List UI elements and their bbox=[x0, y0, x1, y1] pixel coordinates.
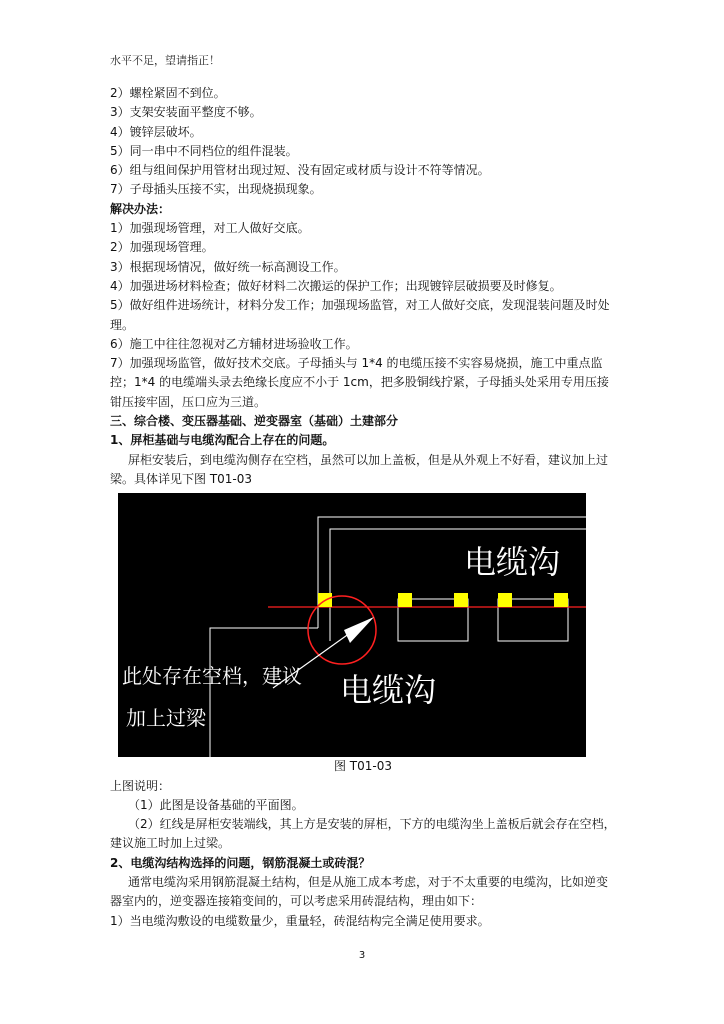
paragraph: 屏柜安装后，到电缆沟侧存在空档，虽然可以加上盖板，但是从外观上不好看，建议加上过梁。具体详见下图 T01-03 bbox=[110, 452, 609, 486]
list-item: 5）做好组件进场统计，材料分发工作；加强现场监管，对工人做好交底，发现混装问题及时处理。 bbox=[110, 298, 610, 332]
list-item: 4）加强进场材料检查；做好材料二次搬运的保护工作；出现镀锌层破损要及时修复。 bbox=[110, 278, 562, 293]
list-item: 3）支架安装面平整度不够。 bbox=[110, 105, 262, 120]
subsection-heading: 2、电缆沟结构选择的问题，钢筋混凝土或砖混？ bbox=[110, 855, 371, 870]
section-heading: 三、综合楼、变压器基础、逆变器室（基础）土建部分 bbox=[110, 414, 399, 429]
list-item: 6）组与组间保护用管材出现过短、没有固定或材质与设计不符等情况。 bbox=[110, 163, 490, 178]
label-note-line2: 加上过梁 bbox=[126, 706, 206, 731]
list-item: 2）加强现场管理。 bbox=[110, 240, 214, 255]
list-item: 1）当电缆沟敷设的电缆数量少，重量轻，砖混结构完全满足使用要求。 bbox=[110, 913, 490, 928]
solution-heading: 解决办法： bbox=[110, 201, 171, 216]
label-note-line1: 此处存在空档，建议 bbox=[122, 664, 302, 689]
list-item: 2）螺栓紧固不到位。 bbox=[110, 86, 226, 100]
list-item: 3）根据现场情况，做好统一标高测设工作。 bbox=[110, 259, 346, 274]
list-item: 6）施工中往往忽视对乙方辅材进场验收工作。 bbox=[110, 336, 358, 351]
label-cable-trench-bottom: 电缆沟 bbox=[340, 671, 437, 710]
paragraph: 通常电缆沟采用钢筋混凝土结构，但是从施工成本考虑，对于不太重要的电缆沟，比如逆变器室内的，逆变器连接箱变间的，可以考虑采用砖混结构，理由如下： bbox=[110, 875, 609, 909]
explain-heading: 上图说明： bbox=[110, 778, 171, 793]
label-cable-trench-top: 电缆沟 bbox=[464, 543, 561, 582]
subsection-heading: 1、屏柜基础与电缆沟配合上存在的问题。 bbox=[110, 433, 335, 448]
list-item: （1）此图是设备基础的平面图。 bbox=[128, 797, 304, 812]
page-number: 3 bbox=[358, 950, 366, 961]
list-item: 4）镀锌层破坏。 bbox=[110, 124, 202, 139]
list-item: 1）加强现场管理，对工人做好交底。 bbox=[110, 221, 310, 236]
cad-figure bbox=[118, 493, 586, 757]
list-item: （2）红线是屏柜安装端线，其上方是安装的屏柜，下方的电缆沟坐上盖板后就会存在空档，建议施工时加上过梁。 bbox=[110, 817, 616, 851]
page-header: 水平不足，望请指正！ bbox=[110, 54, 220, 67]
list-item: 7）加强现场监管，做好技术交底。子母插头与 1*4 的电缆压接不实容易烧损，施工中重点监控；1*4 的电缆端头录去绝缘长度应不小于 1cm，把多股铜线拧紧，子母插头处采用专用压接钳压接牢固，压口应为三道。 bbox=[110, 356, 609, 409]
document-body bbox=[110, 84, 616, 931]
cad-drawing bbox=[118, 493, 586, 757]
list-item: 5）同一串中不同档位的组件混装。 bbox=[110, 143, 298, 158]
list-item: 7）子母插头压接不实，出现烧损现象。 bbox=[110, 182, 322, 197]
figure-caption: 图 T01-03 bbox=[333, 759, 392, 774]
